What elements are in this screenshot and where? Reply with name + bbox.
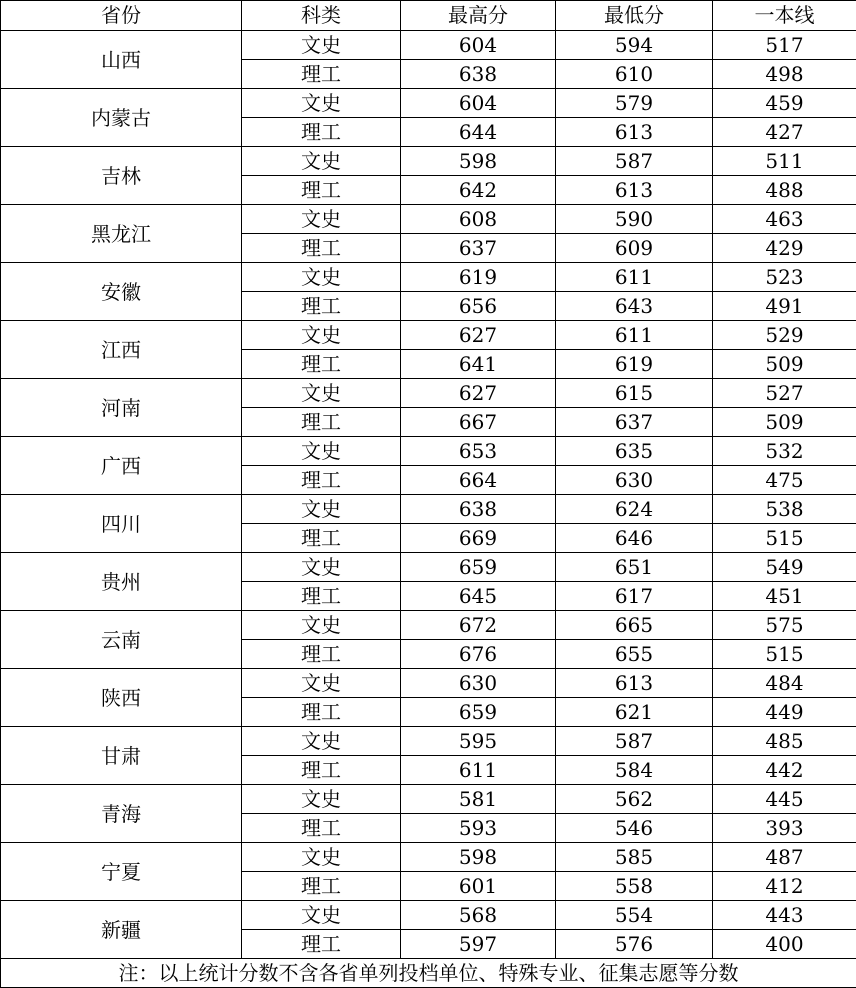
- min-score-cell: 587: [556, 727, 713, 756]
- header-row: [1, 1, 856, 31]
- province-cell: 内蒙古: [1, 89, 242, 147]
- min-score-cell: 621: [556, 698, 713, 727]
- table-row: [1, 31, 856, 60]
- province-cell: 河南: [1, 379, 242, 437]
- min-score-cell: 611: [556, 263, 713, 292]
- province-cell: 云南: [1, 611, 242, 669]
- min-score-cell: 617: [556, 582, 713, 611]
- tier1-line-cell: 459: [713, 89, 856, 118]
- max-score-cell: 638: [401, 495, 556, 524]
- tier1-line-cell: 491: [713, 292, 856, 321]
- subject-cell: 理工: [242, 524, 401, 553]
- subject-cell: 文史: [242, 379, 401, 408]
- table-row: [1, 379, 856, 408]
- max-score-cell: 608: [401, 205, 556, 234]
- max-score-cell: 595: [401, 727, 556, 756]
- subject-cell: 理工: [242, 756, 401, 785]
- min-score-cell: 554: [556, 901, 713, 930]
- tier1-line-cell: 515: [713, 640, 856, 669]
- max-score-cell: 598: [401, 147, 556, 176]
- subject-cell: 理工: [242, 582, 401, 611]
- min-score-cell: 635: [556, 437, 713, 466]
- tier1-line-cell: 488: [713, 176, 856, 205]
- max-score-cell: 672: [401, 611, 556, 640]
- table-row: [1, 263, 856, 292]
- table-row: [1, 843, 856, 872]
- subject-cell: 理工: [242, 872, 401, 901]
- min-score-cell: 558: [556, 872, 713, 901]
- tier1-line-cell: 412: [713, 872, 856, 901]
- subject-cell: 理工: [242, 118, 401, 147]
- header-province: 省份: [1, 1, 242, 31]
- max-score-cell: 601: [401, 872, 556, 901]
- table-row: [1, 147, 856, 176]
- min-score-cell: 646: [556, 524, 713, 553]
- subject-cell: 文史: [242, 611, 401, 640]
- tier1-line-cell: 498: [713, 60, 856, 89]
- tier1-line-cell: 485: [713, 727, 856, 756]
- max-score-cell: 645: [401, 582, 556, 611]
- header-max-score: 最高分: [401, 1, 556, 31]
- table-row: [1, 495, 856, 524]
- tier1-line-cell: 400: [713, 930, 856, 959]
- tier1-line-cell: 451: [713, 582, 856, 611]
- header-min-score: 最低分: [556, 1, 713, 31]
- table-row: [1, 669, 856, 698]
- table-row: [1, 785, 856, 814]
- header-tier1-line: 一本线: [713, 1, 856, 31]
- tier1-line-cell: 487: [713, 843, 856, 872]
- tier1-line-cell: 511: [713, 147, 856, 176]
- min-score-cell: 594: [556, 31, 713, 60]
- max-score-cell: 642: [401, 176, 556, 205]
- table-row: [1, 553, 856, 582]
- max-score-cell: 581: [401, 785, 556, 814]
- tier1-line-cell: 523: [713, 263, 856, 292]
- subject-cell: 文史: [242, 321, 401, 350]
- min-score-cell: 651: [556, 553, 713, 582]
- min-score-cell: 630: [556, 466, 713, 495]
- tier1-line-cell: 527: [713, 379, 856, 408]
- min-score-cell: 624: [556, 495, 713, 524]
- min-score-cell: 643: [556, 292, 713, 321]
- tier1-line-cell: 475: [713, 466, 856, 495]
- max-score-cell: 598: [401, 843, 556, 872]
- min-score-cell: 613: [556, 176, 713, 205]
- subject-cell: 理工: [242, 466, 401, 495]
- subject-cell: 理工: [242, 930, 401, 959]
- table-row: [1, 205, 856, 234]
- subject-cell: 理工: [242, 60, 401, 89]
- min-score-cell: 655: [556, 640, 713, 669]
- min-score-cell: 546: [556, 814, 713, 843]
- max-score-cell: 659: [401, 553, 556, 582]
- subject-cell: 理工: [242, 350, 401, 379]
- max-score-cell: 611: [401, 756, 556, 785]
- province-cell: 贵州: [1, 553, 242, 611]
- max-score-cell: 653: [401, 437, 556, 466]
- tier1-line-cell: 517: [713, 31, 856, 60]
- table-row: [1, 611, 856, 640]
- subject-cell: 文史: [242, 727, 401, 756]
- tier1-line-cell: 443: [713, 901, 856, 930]
- min-score-cell: 585: [556, 843, 713, 872]
- max-score-cell: 641: [401, 350, 556, 379]
- province-cell: 吉林: [1, 147, 242, 205]
- max-score-cell: 669: [401, 524, 556, 553]
- max-score-cell: 630: [401, 669, 556, 698]
- subject-cell: 文史: [242, 843, 401, 872]
- tier1-line-cell: 575: [713, 611, 856, 640]
- max-score-cell: 619: [401, 263, 556, 292]
- note-row: [1, 959, 856, 988]
- subject-cell: 文史: [242, 89, 401, 118]
- min-score-cell: 637: [556, 408, 713, 437]
- min-score-cell: 584: [556, 756, 713, 785]
- table-row: [1, 89, 856, 118]
- subject-cell: 文史: [242, 495, 401, 524]
- province-cell: 陕西: [1, 669, 242, 727]
- max-score-cell: 656: [401, 292, 556, 321]
- subject-cell: 文史: [242, 785, 401, 814]
- subject-cell: 理工: [242, 408, 401, 437]
- max-score-cell: 644: [401, 118, 556, 147]
- max-score-cell: 593: [401, 814, 556, 843]
- max-score-cell: 638: [401, 60, 556, 89]
- subject-cell: 理工: [242, 234, 401, 263]
- tier1-line-cell: 429: [713, 234, 856, 263]
- table-note: 注：以上统计分数不含各省单列投档单位、特殊专业、征集志愿等分数: [1, 959, 856, 988]
- max-score-cell: 676: [401, 640, 556, 669]
- province-cell: 新疆: [1, 901, 242, 959]
- subject-cell: 文史: [242, 437, 401, 466]
- subject-cell: 文史: [242, 553, 401, 582]
- tier1-line-cell: 393: [713, 814, 856, 843]
- tier1-line-cell: 509: [713, 408, 856, 437]
- province-cell: 山西: [1, 31, 242, 89]
- min-score-cell: 613: [556, 118, 713, 147]
- tier1-line-cell: 427: [713, 118, 856, 147]
- province-cell: 四川: [1, 495, 242, 553]
- max-score-cell: 604: [401, 89, 556, 118]
- min-score-cell: 609: [556, 234, 713, 263]
- min-score-cell: 562: [556, 785, 713, 814]
- table-row: [1, 901, 856, 930]
- tier1-line-cell: 515: [713, 524, 856, 553]
- max-score-cell: 664: [401, 466, 556, 495]
- table-body: [1, 31, 856, 959]
- max-score-cell: 604: [401, 31, 556, 60]
- min-score-cell: 579: [556, 89, 713, 118]
- min-score-cell: 615: [556, 379, 713, 408]
- tier1-line-cell: 529: [713, 321, 856, 350]
- tier1-line-cell: 549: [713, 553, 856, 582]
- max-score-cell: 597: [401, 930, 556, 959]
- subject-cell: 理工: [242, 640, 401, 669]
- tier1-line-cell: 445: [713, 785, 856, 814]
- tier1-line-cell: 484: [713, 669, 856, 698]
- tier1-line-cell: 538: [713, 495, 856, 524]
- province-cell: 青海: [1, 785, 242, 843]
- table-row: [1, 437, 856, 466]
- province-cell: 黑龙江: [1, 205, 242, 263]
- min-score-cell: 590: [556, 205, 713, 234]
- min-score-cell: 576: [556, 930, 713, 959]
- tier1-line-cell: 449: [713, 698, 856, 727]
- subject-cell: 理工: [242, 292, 401, 321]
- province-cell: 宁夏: [1, 843, 242, 901]
- province-cell: 江西: [1, 321, 242, 379]
- subject-cell: 理工: [242, 814, 401, 843]
- table-row: [1, 321, 856, 350]
- subject-cell: 文史: [242, 147, 401, 176]
- province-cell: 广西: [1, 437, 242, 495]
- min-score-cell: 613: [556, 669, 713, 698]
- max-score-cell: 627: [401, 379, 556, 408]
- subject-cell: 文史: [242, 31, 401, 60]
- max-score-cell: 667: [401, 408, 556, 437]
- subject-cell: 理工: [242, 176, 401, 205]
- tier1-line-cell: 509: [713, 350, 856, 379]
- min-score-cell: 619: [556, 350, 713, 379]
- subject-cell: 文史: [242, 669, 401, 698]
- header-subject: 科类: [242, 1, 401, 31]
- max-score-cell: 637: [401, 234, 556, 263]
- subject-cell: 文史: [242, 263, 401, 292]
- table-row: [1, 727, 856, 756]
- tier1-line-cell: 532: [713, 437, 856, 466]
- subject-cell: 文史: [242, 901, 401, 930]
- min-score-cell: 611: [556, 321, 713, 350]
- subject-cell: 理工: [242, 698, 401, 727]
- min-score-cell: 665: [556, 611, 713, 640]
- subject-cell: 文史: [242, 205, 401, 234]
- min-score-cell: 610: [556, 60, 713, 89]
- province-cell: 安徽: [1, 263, 242, 321]
- max-score-cell: 659: [401, 698, 556, 727]
- min-score-cell: 587: [556, 147, 713, 176]
- tier1-line-cell: 463: [713, 205, 856, 234]
- max-score-cell: 568: [401, 901, 556, 930]
- province-cell: 甘肃: [1, 727, 242, 785]
- max-score-cell: 627: [401, 321, 556, 350]
- tier1-line-cell: 442: [713, 756, 856, 785]
